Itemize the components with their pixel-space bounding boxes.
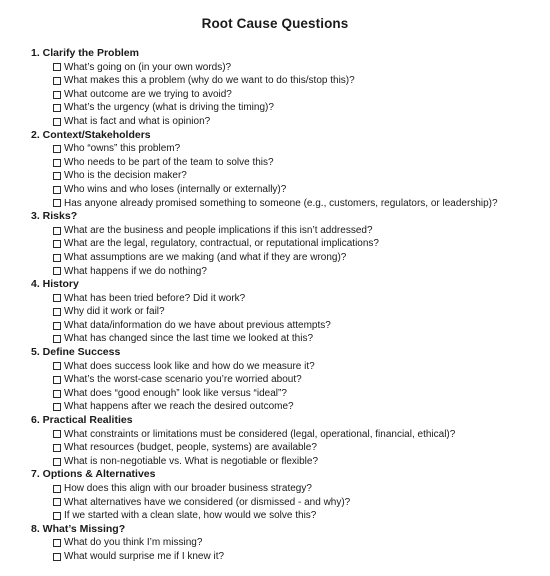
checklist-item	[31, 292, 546, 306]
question-text: What are the business and people implications if this isn’t addressed?	[64, 224, 373, 236]
question-text: What’s the worst-case scenario you’re worried about?	[64, 374, 302, 386]
checkbox-icon[interactable]	[53, 145, 61, 153]
question-text: Why did it work or fail?	[64, 306, 165, 318]
section-heading: 3. Risks?	[31, 210, 78, 223]
section-heading: 2. Context/Stakeholders	[31, 128, 151, 141]
checkbox-icon[interactable]	[53, 308, 61, 316]
section-6	[31, 414, 546, 468]
checklist-item	[31, 88, 546, 102]
checklist-item	[31, 319, 546, 333]
question-text: What is non-negotiable vs. What is negotiable or flexible?	[64, 455, 319, 467]
checkbox-icon[interactable]	[53, 485, 61, 493]
question-text: What’s going on (in your own words)?	[64, 61, 232, 73]
checkbox-icon[interactable]	[53, 539, 61, 547]
checklist-item	[31, 428, 546, 442]
section-heading: 7. Options & Alternatives	[31, 468, 156, 481]
checkbox-icon[interactable]	[53, 322, 61, 330]
checkbox-icon[interactable]	[53, 362, 61, 370]
checkbox-icon[interactable]	[53, 63, 61, 71]
question-text: How does this align with our broader business strategy?	[64, 483, 312, 494]
section-5	[31, 346, 546, 414]
checklist-item	[31, 61, 546, 75]
question-text: If we started with a clean slate, how would we solve this?	[64, 510, 317, 522]
question-text: What constraints or limitations must be considered (legal, operational, financial, ethical)?	[64, 428, 456, 440]
checkbox-icon[interactable]	[53, 294, 61, 302]
section-heading: 1. Clarify the Problem	[31, 47, 139, 59]
checklist-item	[31, 237, 546, 251]
checklist-item	[31, 373, 546, 387]
question-text: Who needs to be part of the team to solve this?	[64, 156, 274, 168]
question-text: What’s the urgency (what is driving the timing)?	[64, 102, 274, 114]
question-text: Who is the decision maker?	[64, 170, 187, 182]
checklist-item	[31, 74, 546, 88]
section-1	[31, 47, 546, 129]
checklist-item	[31, 197, 546, 211]
section-heading: 5. Define Success	[31, 346, 121, 359]
question-text: What do you think I’m missing?	[64, 537, 203, 549]
checkbox-icon[interactable]	[53, 186, 61, 194]
question-text: What happens after we reach the desired outcome?	[64, 401, 294, 413]
checkbox-icon[interactable]	[53, 104, 61, 112]
checkbox-icon[interactable]	[53, 403, 61, 411]
question-text: What has been tried before? Did it work?	[64, 292, 246, 304]
checkbox-icon[interactable]	[53, 91, 61, 99]
checklist-item	[31, 265, 546, 279]
checkbox-icon[interactable]	[53, 199, 61, 207]
checklist-item	[31, 441, 546, 455]
checklist-item	[31, 400, 546, 414]
checkbox-icon[interactable]	[53, 118, 61, 126]
question-text: What assumptions are we making (and what if they are wrong)?	[64, 251, 347, 263]
section-2	[31, 129, 546, 211]
question-text: What does success look like and how do we measure it?	[64, 360, 315, 372]
checklist-item	[31, 115, 546, 129]
question-text: What data/information do we have about previous attempts?	[64, 319, 331, 331]
checklist-item	[31, 305, 546, 319]
checkbox-icon[interactable]	[53, 267, 61, 275]
checklist-item	[31, 251, 546, 265]
question-text: Has anyone already promised something to someone (e.g., customers, regulators, or leadership)?	[64, 197, 498, 209]
checklist-item	[31, 142, 546, 156]
checkbox-icon[interactable]	[53, 444, 61, 452]
question-list	[31, 47, 546, 564]
checklist-item	[31, 360, 546, 374]
question-text: What happens if we do nothing?	[64, 265, 207, 277]
question-text: What resources (budget, people, systems) are available?	[64, 442, 317, 454]
section-4	[31, 278, 546, 346]
checkbox-icon[interactable]	[53, 335, 61, 343]
checklist-item	[31, 387, 546, 401]
question-text: What is fact and what is opinion?	[64, 115, 211, 127]
section-heading: 6. Practical Realities	[31, 414, 133, 427]
question-text: What would surprise me if I knew it?	[64, 550, 225, 562]
checklist-item	[31, 183, 546, 197]
checkbox-icon[interactable]	[53, 390, 61, 398]
question-text: What does “good enough” look like versus “ideal”?	[64, 387, 287, 399]
checklist-item	[31, 101, 546, 115]
checkbox-icon[interactable]	[53, 376, 61, 384]
checklist-item	[31, 496, 546, 510]
checkbox-icon[interactable]	[53, 430, 61, 438]
section-8	[31, 523, 546, 564]
question-text: What outcome are we trying to avoid?	[64, 88, 232, 100]
question-text: What has changed since the last time we looked at this?	[64, 333, 314, 345]
section-3	[31, 210, 546, 278]
checklist-item	[31, 156, 546, 170]
question-text: What are the legal, regulatory, contractual, or reputational implications?	[64, 238, 379, 250]
section-heading: 8. What’s Missing?	[31, 522, 126, 535]
checkbox-icon[interactable]	[53, 553, 61, 561]
checklist-item	[31, 482, 546, 496]
checklist-item	[31, 332, 546, 346]
question-text: Who “owns” this problem?	[64, 143, 181, 155]
checkbox-icon[interactable]	[53, 172, 61, 180]
checkbox-icon[interactable]	[53, 254, 61, 262]
question-text: What makes this a problem (why do we want to do this/stop this)?	[64, 75, 355, 87]
section-heading: 4. History	[31, 278, 79, 291]
checkbox-icon[interactable]	[53, 458, 61, 466]
checklist-item	[31, 455, 546, 469]
checklist-item	[31, 224, 546, 238]
checkbox-icon[interactable]	[53, 227, 61, 235]
checkbox-icon[interactable]	[53, 77, 61, 85]
checkbox-icon[interactable]	[53, 498, 61, 506]
page-title: Root Cause Questions	[201, 16, 349, 31]
checklist-item	[31, 550, 546, 564]
checklist-item	[31, 169, 546, 183]
checkbox-icon[interactable]	[53, 240, 61, 248]
checklist-item	[31, 509, 546, 523]
section-7	[31, 468, 546, 522]
question-text: Who wins and who loses (internally or externally)?	[64, 183, 287, 195]
question-text: What alternatives have we considered (or dismissed - and why)?	[64, 496, 351, 508]
checkbox-icon[interactable]	[53, 512, 61, 520]
checklist-item	[31, 536, 546, 550]
checkbox-icon[interactable]	[53, 159, 61, 167]
